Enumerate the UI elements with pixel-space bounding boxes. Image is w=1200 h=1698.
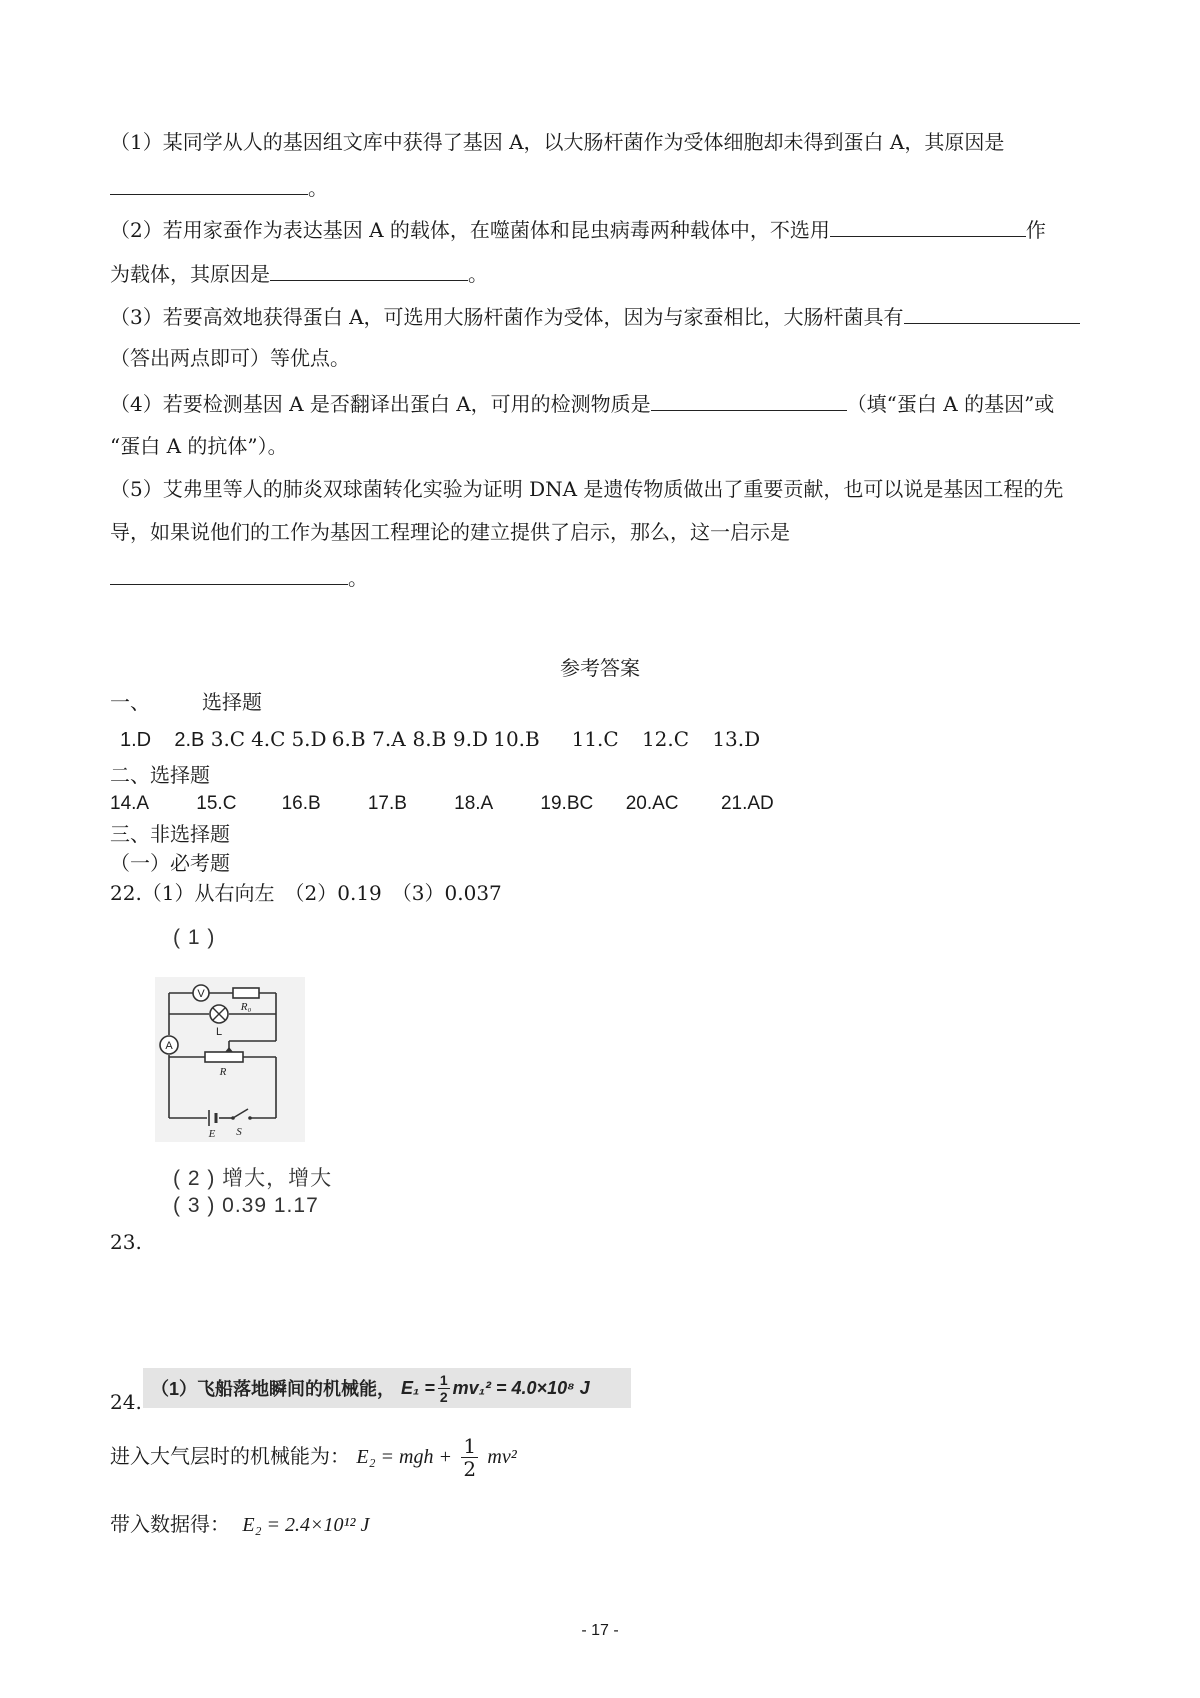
mc-answer: 14.A [110,793,150,814]
q24-line3-math: E₂ = 2.4×10¹² J [242,1514,370,1536]
mc-answer: 13.D [712,727,761,751]
q2-text-a: （2）若用家蚕作为表达基因 A 的载体，在噬菌体和昆虫病毒两种载体中，不选用 [110,218,830,242]
q24-banner-image [143,1368,631,1408]
svg-text:V: V [197,988,205,1000]
q23-part2: ( 2 ) 增大，增大 [173,1167,333,1190]
fraction-denominator: 2 [463,1457,477,1481]
q5-line2 [110,520,790,544]
q4-line1 [110,390,1054,416]
q5-line1 [110,477,1063,501]
mc-answer: 19.BC [540,793,594,814]
fraction-numerator: 1 [463,1434,477,1458]
q3-line1 [110,303,1080,329]
q24-banner-text: （1）飞船落地瞬间的机械能， [151,1379,396,1399]
mc-answer: 3.C [210,727,246,751]
q23-part1-label: ( 1 ) [173,926,216,949]
q2-blank2[interactable] [270,260,468,281]
q2-text-d: 。 [468,262,488,286]
q5-text: （5）艾弗里等人的肺炎双球菌转化实验为证明 DNA 是遗传物质做出了重要贡献，也可以说是基因工程的先 [110,477,1064,501]
q1-end: 。 [308,176,328,200]
q4-text-2: “蛋白 A 的抗体”）。 [110,434,288,458]
q2-text-c: 为载体，其原因是 [110,262,270,286]
section3-heading: 三、非选择题 [110,822,230,846]
mc-answer: 11.C [571,727,619,751]
q3-text: （3）若要高效地获得蛋白 A，可选用大肠杆菌作为受体，因为与家蚕相比，大肠杆菌具有 [110,305,904,329]
svg-text:R: R [219,1066,227,1078]
mc-answer: 2.B [174,729,205,751]
mc-answer: 21.AD [720,793,774,814]
voltmeter-icon [193,985,209,1001]
q1-line [110,130,1004,154]
circuit-diagram [155,977,305,1142]
q24-banner-rhs: mv₁² = 4.0×10⁸ J [452,1377,590,1398]
q2-blank1[interactable] [830,216,1026,237]
svg-text:L: L [215,1026,223,1038]
fraction-numerator: 1 [439,1371,448,1388]
svg-text:A: A [165,1040,173,1052]
mc-answer: 1.D [120,729,152,751]
mc-answer: 18.A [454,793,494,814]
q5-answer-line [110,564,368,590]
q4-blank[interactable] [651,390,847,411]
svg-text:S: S [236,1126,242,1138]
mc-answer: 17.B [367,793,407,814]
fraction-denominator: 2 [439,1388,448,1405]
q4-text-b: （填“蛋白 A 的基因”或 [846,392,1055,416]
subsection-heading: （一）必考题 [110,851,230,875]
q1-answer-line [110,174,328,200]
mc-answer: 8.B [412,727,447,751]
q1-blank[interactable] [110,174,308,195]
q24-line2-text: 进入大气层时的机械能为： [110,1444,350,1468]
q2-text-b: 作 [1025,218,1046,242]
q24-line2-lhs: E₂ = mgh + [356,1446,452,1468]
q24-label: 24. [110,1390,142,1414]
mc-answer: 7.A [372,727,406,751]
mc-answer: 5.D [291,727,327,751]
q4-text-a: （4）若要检测基因 A 是否翻译出蛋白 A，可用的检测物质是 [110,392,651,416]
svg-text:R₀: R₀ [240,1001,252,1013]
q2-line1 [110,216,1046,242]
ammeter-icon [160,1036,178,1054]
section1-label: 选择题 [202,690,262,714]
q22-answer: 22.（1）从右向左 （2）0.19 （3）0.037 [110,881,502,905]
q1-text: （1）某同学从人的基因组文库中获得了基因 A，以大肠杆菌作为受体细胞却未得到蛋白 A，其原因是 [110,130,1005,154]
q2-line2 [110,260,488,286]
q3-blank[interactable] [904,303,1080,324]
q24-line3-text: 带入数据得： [110,1512,230,1536]
q23-part3: ( 3 ) 0.39 1.17 [173,1194,319,1217]
page-number: - 17 - [581,1622,619,1639]
mc-answer: 9.D [452,727,488,751]
mc-answer: 12.C [641,727,690,751]
q5-blank[interactable] [110,564,348,585]
mc-answer: 6.B [331,727,366,751]
mc-answer: 20.AC [625,793,679,814]
q24-line2 [110,1428,517,1485]
q3-line2 [110,346,350,370]
q23-label: 23. [110,1230,142,1254]
q5-text-2: 导，如果说他们的工作为基因工程理论的建立提供了启示，那么，这一启示是 [110,520,790,544]
answers-title: 参考答案 [560,656,640,680]
mc-answer: 10.B [493,727,540,751]
q24-banner-lhs: E₁ = [401,1377,435,1398]
section2-heading: 二、选择题 [110,763,210,787]
mc1-answers [120,727,762,752]
section1-num: 一、 [110,690,150,714]
mc-answer: 15.C [196,793,237,814]
mc-answer: 4.C [251,727,286,751]
q24-line2-fraction [461,1435,478,1480]
mc2-answers [110,792,791,816]
q24-line3 [110,1512,369,1537]
q24-line2-rhs: mv² [487,1446,517,1468]
q24-banner-fraction [438,1372,450,1405]
svg-text:E: E [208,1128,216,1140]
q4-line2 [110,434,288,458]
q3-text-2: （答出两点即可）等优点。 [110,346,350,370]
section1-heading [110,690,262,714]
q5-end: 。 [348,566,368,590]
mc-answer: 16.B [281,793,321,814]
